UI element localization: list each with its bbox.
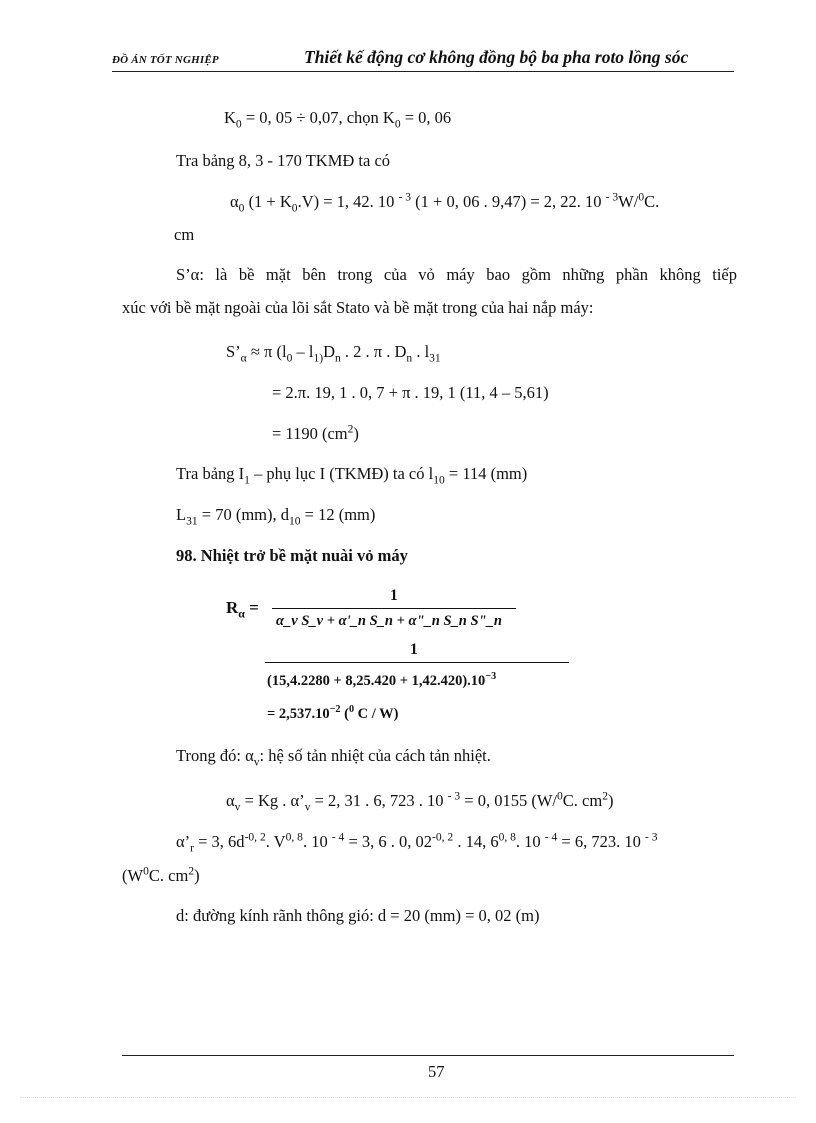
unit-cm: cm <box>174 225 195 244</box>
resistance-result: = $2,537.10^{-2}$ ($^0$ C / W) <box>267 704 399 722</box>
k0-line: $K_0 = 0$, 05 ÷ 0,07, chọn $K_0 = 0$, 06 <box>224 108 452 131</box>
page-edge-dotted <box>20 1097 796 1098</box>
surface-description-line2: xúc với bề mặt ngoài của lõi sắt Stato và bề mặt trong của hai nắp máy: <box>122 298 594 317</box>
fraction1-bar <box>272 608 516 609</box>
fraction1-numerator: 1 <box>390 587 398 604</box>
alpha-v-equation: $\alpha_v = Kg$ . $\alpha’_v = 2$, 31 . 6, 723 . 10 $^{- 3}$ = 0, 0155 (W/$^0$C. $cm^2$) <box>226 790 614 814</box>
header-left: ĐỒ ÁN TỐT NGHIỆP <box>112 54 219 66</box>
header-title: Thiết kế động cơ không đồng bộ ba pha roto lồng sóc <box>304 47 689 67</box>
surface-description-line1: S’α: là bề mặt bên trong của vỏ máy bao gồm những phần không tiếp <box>176 265 737 284</box>
header-rule <box>112 71 734 72</box>
surface-calc: = 2.π. 19, 1 . 0, 7 + π . 19, 1 (11, 4 – 5,61) <box>272 383 549 402</box>
alpha-r-unit: ($W^0C$. $cm^2$) <box>122 865 200 885</box>
l31-line: $L_{31} = 70$ (mm), $d_{10} = 12$ (mm) <box>176 505 376 528</box>
fraction2-denominator: $(15,4.2280 + 8,25.420 + 1,42.420).10^{-3}$ <box>267 671 497 689</box>
page-number: 57 <box>428 1062 445 1081</box>
surface-formula: $S’_\alpha \approx \pi$ ($l_0 - l_{1)}D_n$ . 2 . π . $D_n$ . $l_{31}$ <box>226 342 441 365</box>
fraction1-denominator: α_v S_v + α'_n S_n + α"_n S_n S"_n <box>276 613 502 629</box>
alpha-r-equation: $\alpha’_r = 3$, $6d^{-0, 2}$. V$^{0, 8}$. 10 $^{- 4}$ = 3, 6 . 0, $02^{-0, 2}$ . 14, 6$^{0, 8}$. 10 $^{- 4}$ = 6, 723. 10 $^{- 3}$ <box>176 831 658 855</box>
section-heading: 98. Nhiệt trở bề mặt nuài vỏ máy <box>176 546 408 565</box>
resistance-symbol: $R_\alpha$ = <box>226 598 259 621</box>
footer-rule <box>122 1055 734 1056</box>
tra-bang-line: Tra bảng 8, 3 - 170 TKMĐ ta có <box>176 151 391 170</box>
fraction2-bar <box>265 662 569 663</box>
tra-bang-appendix: Tra bảng $I_1$ – phụ lục I (TKMĐ) ta có $l_{10} = 114$ (mm) <box>176 464 528 487</box>
alpha-equation: $\alpha_0$ $(1 + K_0.V) = 1$, 42. 10 $^{- 3}$ (1 + 0, 06 . 9,47) = 2, 22. 10 $^{- 3}$W/$^0$C. <box>230 191 660 215</box>
fraction2-numerator: 1 <box>410 641 418 658</box>
vent-diameter-line: d: đường kính rãnh thông gió: d = 20 (mm) = 0, 02 (m) <box>176 906 540 925</box>
trong-do-line: Trong đó: $\alpha_v$: hệ số tản nhiệt của cách tản nhiệt. <box>176 746 491 769</box>
surface-result: = 1190 $(cm^2)$ <box>272 423 359 443</box>
